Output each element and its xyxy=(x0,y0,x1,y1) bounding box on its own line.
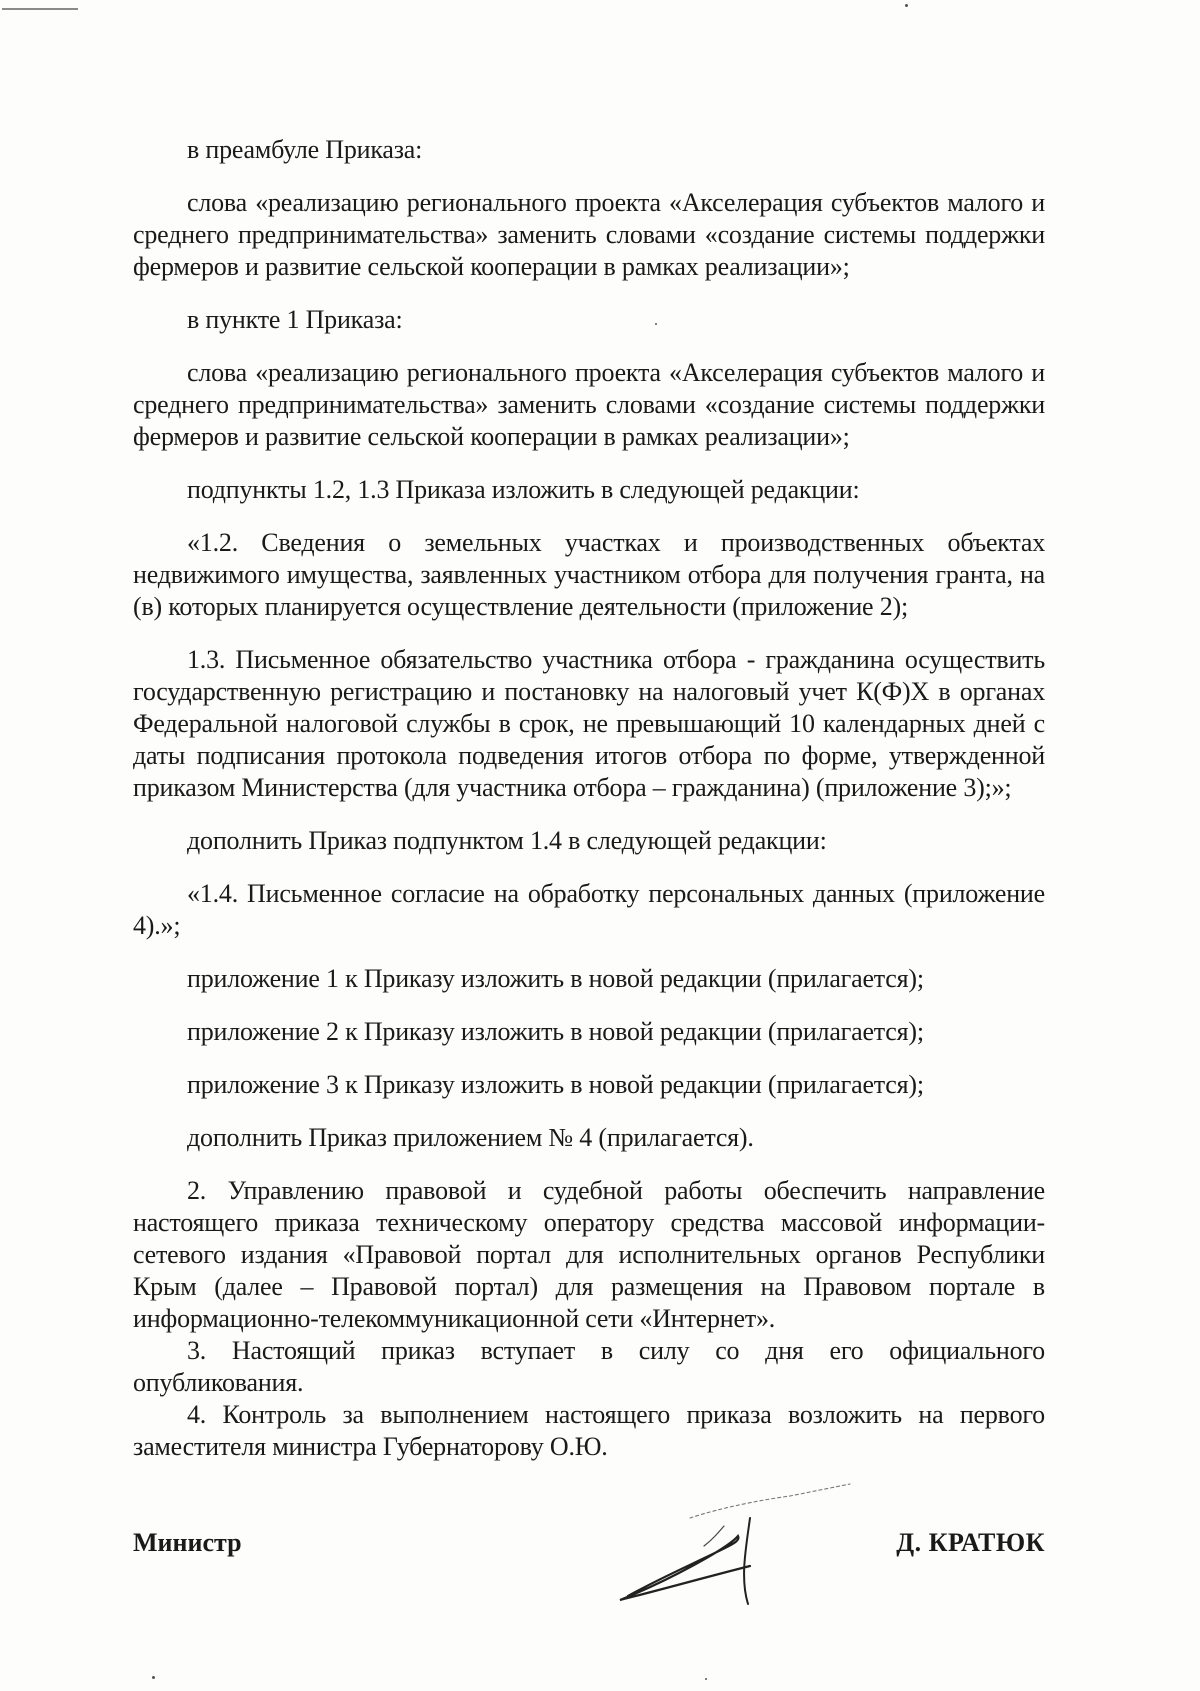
scan-speck xyxy=(705,1678,707,1680)
paragraph-subpoint-1-2: «1.2. Сведения о земельных участках и производственных объектах недвижимого имущества, заявленных участником отбора для получения гранта, на (в) которых планируется осуществление деятельности (приложение 2); xyxy=(133,528,1045,621)
paragraph-point1-heading: в пункте 1 Приказа: xyxy=(187,305,403,334)
paragraph-item-2: 2. Управлению правовой и судебной работы обеспечить направление настоящего приказа техническому оператору средства массовой информации-сетевого издания «Правовой портал для исполнительных органов Республики Крым (далее – Правовой портал) для размещения на Правовом портале в информационно-телекоммуникационной сети «Интернет». xyxy=(133,1176,1045,1333)
paragraph-add-subpoint-heading: дополнить Приказ подпунктом 1.4 в следующей редакции: xyxy=(187,826,827,855)
paragraph-preamble-change: слова «реализацию регионального проекта «Акселерация субъектов малого и среднего предпринимательства» заменить словами «создание системы поддержки фермеров и развитие сельской кооперации в рамках реализации»; xyxy=(133,188,1045,281)
paragraph-subpoints-heading: подпункты 1.2, 1.3 Приказа изложить в следующей редакции: xyxy=(187,475,860,504)
signature-block xyxy=(133,1528,1045,1588)
signature-name: Д. КРАТЮК xyxy=(896,1528,1045,1557)
scan-speck xyxy=(152,1676,155,1679)
scan-speck xyxy=(905,4,908,7)
paragraph-preamble-heading: в преамбуле Приказа: xyxy=(187,135,423,164)
paragraph-point1-change: слова «реализацию регионального проекта «Акселерация субъектов малого и среднего предпринимательства» заменить словами «создание системы поддержки фермеров и развитие сельской кооперации в рамках реализации»; xyxy=(133,358,1045,451)
paragraph-appendix-2: приложение 2 к Приказу изложить в новой редакции (прилагается); xyxy=(187,1017,924,1046)
paragraph-subpoint-1-4: «1.4. Письменное согласие на обработку персональных данных (приложение 4).»; xyxy=(133,879,1045,940)
paragraph-appendix-1: приложение 1 к Приказу изложить в новой редакции (прилагается); xyxy=(187,964,924,993)
paragraph-subpoint-1-3: 1.3. Письменное обязательство участника отбора - гражданина осуществить государственную регистрацию и постановку на налоговый учет К(Ф)Х в органах Федеральной налоговой службы в срок, не превышающий 10 календарных дней с даты подписания протокола подведения итогов отбора по форме, утвержденной приказом Министерства (для участника отбора – гражданина) (приложение 3);»; xyxy=(133,645,1045,802)
paragraph-item-3: 3. Настоящий приказ вступает в силу со дня его официального опубликования. xyxy=(133,1336,1045,1397)
document-body xyxy=(133,134,1045,1463)
paragraph-appendix-3: приложение 3 к Приказу изложить в новой редакции (прилагается); xyxy=(187,1070,924,1099)
scan-artifact-line xyxy=(2,8,78,10)
paragraph-item-4: 4. Контроль за выполнением настоящего приказа возложить на первого заместителя министра Губернаторову О.Ю. xyxy=(133,1400,1045,1461)
signature-title: Министр xyxy=(133,1528,242,1557)
paragraph-appendix-4: дополнить Приказ приложением № 4 (прилагается). xyxy=(187,1123,754,1152)
